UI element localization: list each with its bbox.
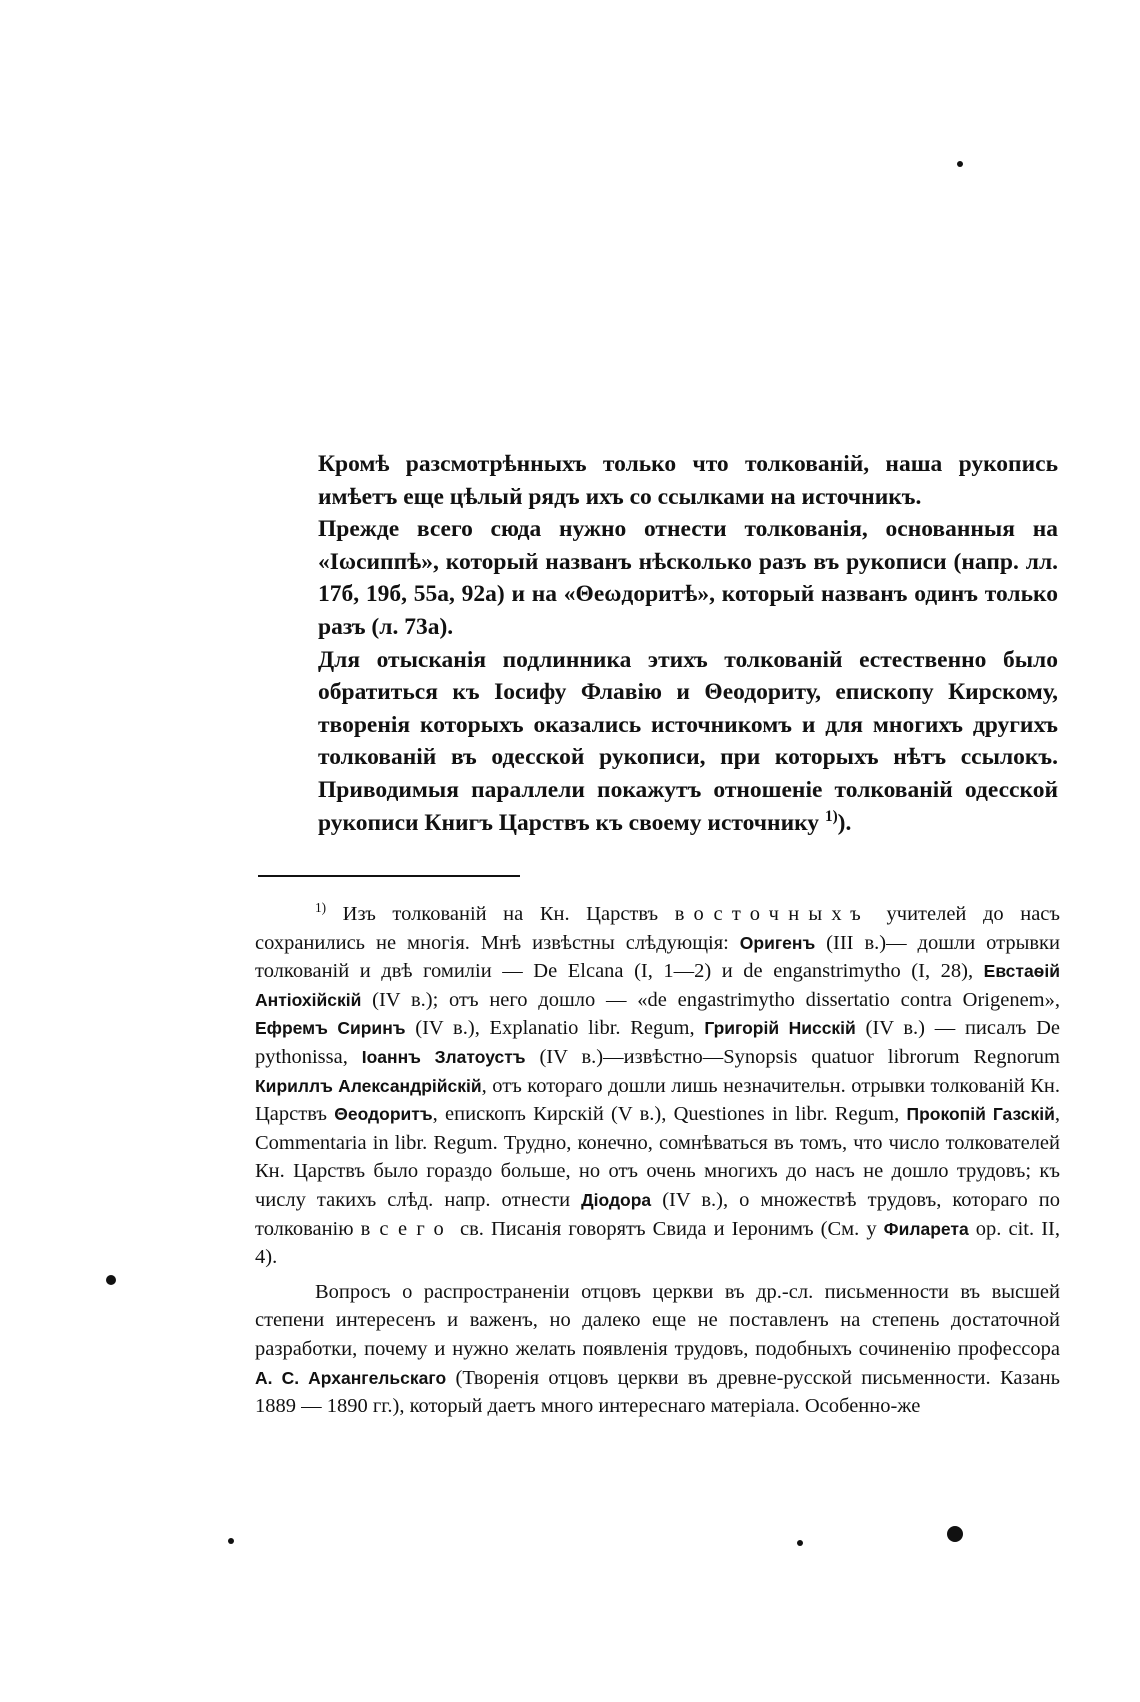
footnotes	[255, 900, 1060, 1421]
author-name: Филарета	[883, 1218, 969, 1239]
scan-speck	[957, 161, 963, 167]
footnote-spaced-text: всего	[360, 1217, 453, 1240]
author-name: Оригенъ	[739, 932, 816, 953]
footnote-paragraph-2	[255, 1278, 1060, 1421]
footnote-marker: 1)	[315, 900, 327, 916]
scan-speck	[228, 1538, 234, 1544]
footnote-text: Вопросъ о распространеніи отцовъ церкви въ др.-сл. письменности въ высшей степени интересенъ и важенъ, но далеко еще не поставленъ на степень достаточной разработки, почему и нужно желать появленія трудовъ, подобныхъ сочиненію профессора	[255, 1280, 1060, 1360]
footnote-text: св. Писанія говорятъ Свида и Іеронимъ (См. у	[452, 1217, 884, 1240]
paragraph-3: Для отысканія подлинника этихъ толкованій естественно было обратиться къ Іосифу Флавію и Θеодориту, епископу Кирскому, творенія которыхъ оказались источникомъ и для многихъ другихъ толкованій въ одесской рукописи, при которыхъ нѣтъ ссылокъ. Приводимыя параллели покажутъ отношеніе толкованій одесской рукописи Книгъ Царствъ къ своему источнику $^{1)}$).	[318, 646, 1058, 836]
footnote-separator	[258, 875, 520, 877]
author-name: Ефремъ Сиринъ	[255, 1018, 406, 1039]
scan-speck	[947, 1526, 963, 1542]
author-name: Прокопій Газскій	[906, 1104, 1055, 1125]
footnote-text: (IV в.); отъ него дошло — «de engastrimytho dissertatio contra Origenem»,	[361, 988, 1060, 1011]
author-name: Кириллъ Александрійскій	[255, 1075, 482, 1096]
author-name: Θеодоритъ	[334, 1104, 433, 1125]
author-name: А. С. Архангельскаго	[255, 1367, 447, 1388]
footnote-text: (III в.)— дошли отрывки толкованій и двѣ гомиліи — De Elcana (I, 1—2) и de enganstrimytho (I, 28),	[255, 931, 1060, 983]
author-name: Іоаннъ Златоустъ	[361, 1046, 526, 1067]
footnote-text: (Творенія отцовъ церкви въ древне-русской письменности. Казань 1889 — 1890 гг.), который даетъ много интереснаго матеріала. Особенно-же	[255, 1366, 1060, 1418]
scan-speck	[106, 1275, 116, 1285]
scan-speck	[797, 1540, 803, 1546]
footnote-text: Изъ толкованій на Кн. Царствъ	[326, 903, 675, 925]
footnote-reference: 1)	[824, 807, 838, 825]
author-name: Григорій Нисскій	[704, 1018, 856, 1039]
paragraph-1: Кромѣ разсмотрѣнныхъ только что толкованій, наша рукопись имѣетъ еще цѣлый рядъ ихъ со ссылками на источникъ.	[318, 451, 1058, 510]
main-text	[318, 448, 1058, 839]
footnote-text: (IV в.), о множествѣ трудовъ, котораго по толкованію	[255, 1188, 1060, 1240]
author-name: Евстаѳій Антіохійскій	[255, 961, 1060, 1010]
paragraph-2: Прежде всего сюда нужно отнести толкованія, основанныя на «Ιωсиппѣ», который названъ нѣсколько разъ въ рукописи (напр. лл. 17б, 19б, 55а, 92а) и на «Θеωдоритѣ», который названъ одинъ только разъ (л. 73а).	[318, 516, 1058, 640]
footnote-text: , Commentaria in libr. Regum. Трудно, конечно, сомнѣваться въ томъ, что число толкователей Кн. Царствъ было гораздо больше, но отъ очень многихъ до насъ не дошло трудовъ; къ числу такихъ слѣд. напр. отнести	[255, 1103, 1060, 1211]
paragraph-3-text: Для отысканія подлинника этихъ толкованій естественно было обратиться къ Іосифу Флавію и Θеодориту, епископу Кирскому, творенія которыхъ оказались источникомъ и для многихъ другихъ толкованій въ одесской рукописи, при которыхъ нѣтъ ссылокъ. Приводимыя параллели покажутъ отношеніе толкованій одесской рукописи Книгъ Царствъ къ своему источнику	[318, 646, 1058, 836]
footnote-text: учителей до насъ сохранились не многія. Мнѣ извѣстны слѣдующія:	[255, 903, 1061, 954]
author-name: Діодора	[581, 1189, 652, 1210]
footnote-text: , епископъ Кирскій (V в.), Questiones in libr. Regum,	[432, 1103, 907, 1126]
footnote-spaced-text: восточныхъ	[674, 903, 870, 925]
footnote-text: (IV в.), Explanatio libr. Regum,	[405, 1017, 705, 1040]
footnote-1	[255, 900, 1060, 1272]
footnote-text: (IV в.) — писалъ De pythonissa,	[255, 1017, 1060, 1068]
footnote-text: , отъ котораго дошли лишь незначительн. отрывки толкованій Кн. Царствъ	[255, 1074, 1061, 1126]
footnote-text: op. cit. II, 4).	[255, 1217, 1060, 1269]
footnote-text: (IV в.)—извѣстно—Synopsis quatuor librorum Regnorum	[525, 1045, 1060, 1068]
